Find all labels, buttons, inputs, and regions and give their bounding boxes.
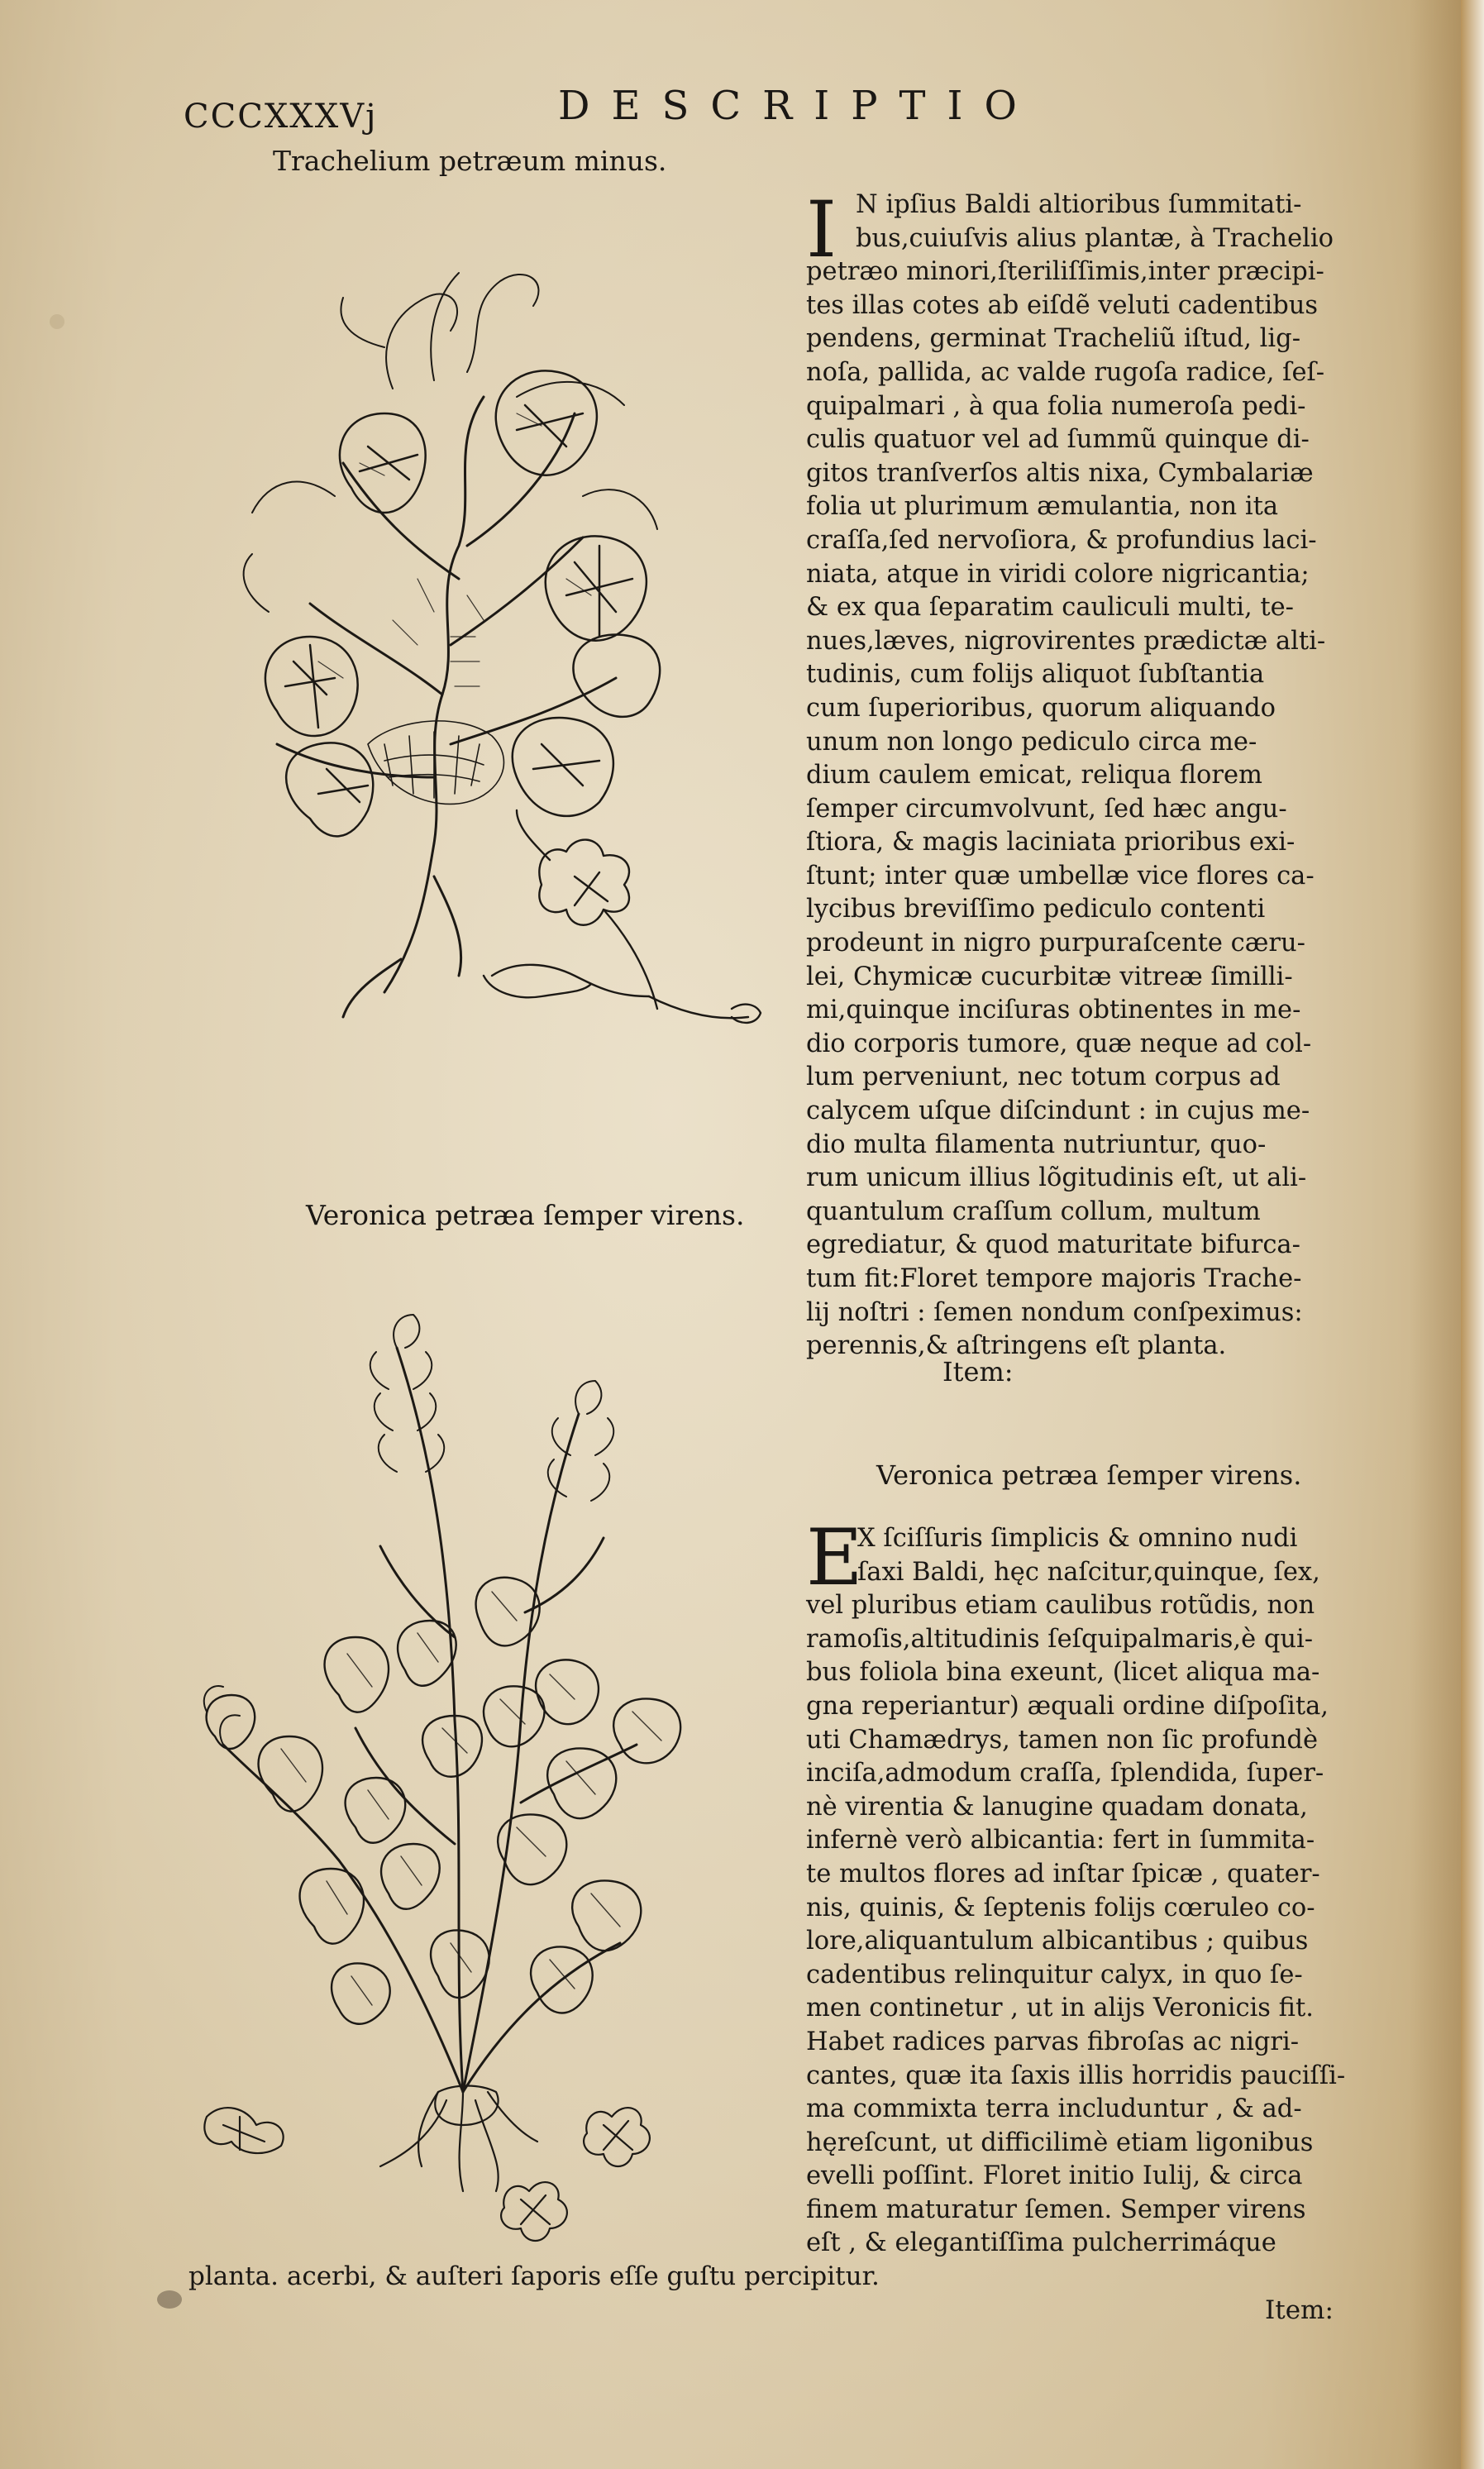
text-line: craſſa,ſed nervoſiora, & profundius laci- [806,525,1317,555]
page-stain [50,314,64,329]
text-line: ramoſis,altitudinis ſeſquipalmaris,è qui- [806,1624,1314,1654]
woodcut-trachelium-illustration [186,248,781,1100]
text-line: tudinis, cum folijs aliquot ſubſtantia [806,660,1265,690]
catchword: Item: [1265,2295,1334,2325]
text-line: cantes, quæ ita ſaxis illis horridis pauciſſi- [806,2061,1346,2090]
folio-number: CCCXXXVj [184,98,378,136]
running-title: DESCRIPTIO [558,83,1038,129]
text-line: men continetur , ut in alijs Veronicis fit. [806,1994,1314,2023]
text-line: inciſa,admodum craſſa, ſplendida, ſuper- [806,1759,1324,1788]
text-line: ſtiora, & magis laciniata prioribus exi- [806,828,1296,857]
text-line: niata, atque in viridi colore nigricantia; [806,559,1310,589]
paragraph-continuation-line: planta. acerbi, & auſteri ſaporis eſſe guſtu percipitur. [188,2261,880,2291]
text-line: dio multa filamenta nutriuntur, quo- [806,1129,1267,1159]
drop-cap-initial: I [806,185,837,275]
text-line: nis, quinis, & ſeptenis folijs cœruleo co- [806,1893,1315,1922]
text-line: gitos tranſverſos altis nixa, Cymbalariæ [806,458,1314,488]
ink-blot [157,2290,182,2309]
text-line: eſt , & elegantiſſima pulcherrimáque [806,2228,1276,2258]
text-line: bus,cuiuſvis alius plantæ, à Trachelio [856,223,1334,253]
text-line: tum fit:Floret tempore majoris Trache- [806,1264,1302,1293]
text-line: tes illas cotes ab eiſdẽ veluti cadentibus [806,290,1319,320]
section-title-veronica: Veronica petræa ſemper virens. [876,1459,1302,1491]
text-line: perennis,& aſtringens eſt planta. [806,1331,1227,1361]
text-line: cum ſuperioribus, quorum aliquando [806,693,1276,723]
text-line: ſemper circumvolvunt, ſed hæc angu- [806,794,1287,824]
text-line: egrediatur, & quod maturitate bifurca- [806,1230,1300,1260]
text-line: dio corporis tumore, quæ neque ad col- [806,1029,1312,1058]
text-line: ſtunt; inter quæ umbellæ vice flores ca- [806,861,1315,891]
text-line: cadentibus relinquitur calyx, in quo ſe- [806,1960,1303,1989]
woodcut-veronica-illustration [190,1265,752,2307]
figure-caption-veronica: Veronica petræa ſemper virens. [306,1199,745,1231]
text-line: lij noſtri : ſemen nondum conſpeximus: [806,1297,1303,1327]
text-line: lei, Chymicæ cucurbitæ vitreæ ſimilli- [806,962,1293,991]
text-line: calycem uſque diſcindunt : in cujus me- [806,1096,1310,1126]
text-line: dium caulem emicat, reliqua florem [806,761,1262,790]
text-line: culis quatuor vel ad ſummũ quinque di- [806,425,1310,455]
text-line: ſaxi Baldi, hęc naſcitur,quinque, ſex, [857,1557,1320,1587]
page-edge [1461,0,1484,2469]
text-line: finem maturatur ſemen. Semper virens [806,2194,1306,2224]
text-line: mi,quinque inciſuras obtinentes in me- [806,996,1301,1025]
text-line: X ſciſſuris ſimplicis & omnino nudi [857,1524,1298,1553]
text-line: quipalmari , à qua folia numeroſa pedi- [806,391,1306,421]
section-subhead: Item: [942,1356,1014,1387]
drop-cap-initial: E [806,1513,863,1603]
text-line: lum perveniunt, nec totum corpus ad [806,1063,1281,1092]
text-line: hęreſcunt, ut difficilimè etiam ligonibus [806,2128,1314,2157]
text-line: lycibus breviſſimo pediculo contenti [806,895,1266,924]
text-line: N ipſius Baldi altioribus ſummitati- [856,190,1302,219]
text-line: nè virentia & lanugine quadam donata, [806,1792,1308,1822]
text-line: noſa, pallida, ac valde rugoſa radice, ſeſ- [806,357,1325,387]
text-line: rum unicum illius lõgitudinis eſt, ut ali- [806,1163,1307,1193]
description-paragraph-trachelium [806,185,1335,1363]
text-line: prodeunt in nigro purpuraſcente cæru- [806,929,1305,958]
text-line: uti Chamædrys, tamen non ſic profundè [806,1725,1319,1755]
text-line: lore,aliquantulum albicantibus ; quibus [806,1927,1309,1956]
text-line: quantulum craſſum collum, multum [806,1196,1261,1226]
text-line: vel pluribus etiam caulibus rotũdis, non [806,1591,1315,1621]
text-line: & ex qua ſeparatim cauliculi multi, te- [806,593,1294,623]
text-line: pendens, germinat Tracheliũ iſtud, lig- [806,324,1301,354]
text-line: bus foliola bina exeunt, (licet aliqua ma- [806,1658,1320,1688]
text-line: ma commixta terra includuntur , & ad- [806,2094,1302,2124]
text-line: gna reperiantur) æquali ordine diſpoſita, [806,1691,1329,1721]
text-line: te multos flores ad inſtar ſpicæ , quater- [806,1859,1320,1889]
text-line: Habet radices parvas fibroſas ac nigri- [806,2027,1300,2056]
text-line: unum non longo pediculo circa me- [806,727,1257,757]
text-line: infernè verò albicantia: fert in ſummita- [806,1826,1315,1855]
text-line: folia ut plurimum æmulantia, non ita [806,492,1279,522]
description-paragraph-veronica [806,1513,1346,2261]
text-line: evelli poſſint. Floret initio Iulij, & circa [806,2161,1303,2191]
text-line: petræo minori,ſteriliſſimis,inter præcipi- [806,257,1324,287]
text-line: nues,læves, nigrovirentes prædictæ alti- [806,626,1326,656]
figure-caption-trachelium: Trachelium petræum minus. [273,145,667,177]
